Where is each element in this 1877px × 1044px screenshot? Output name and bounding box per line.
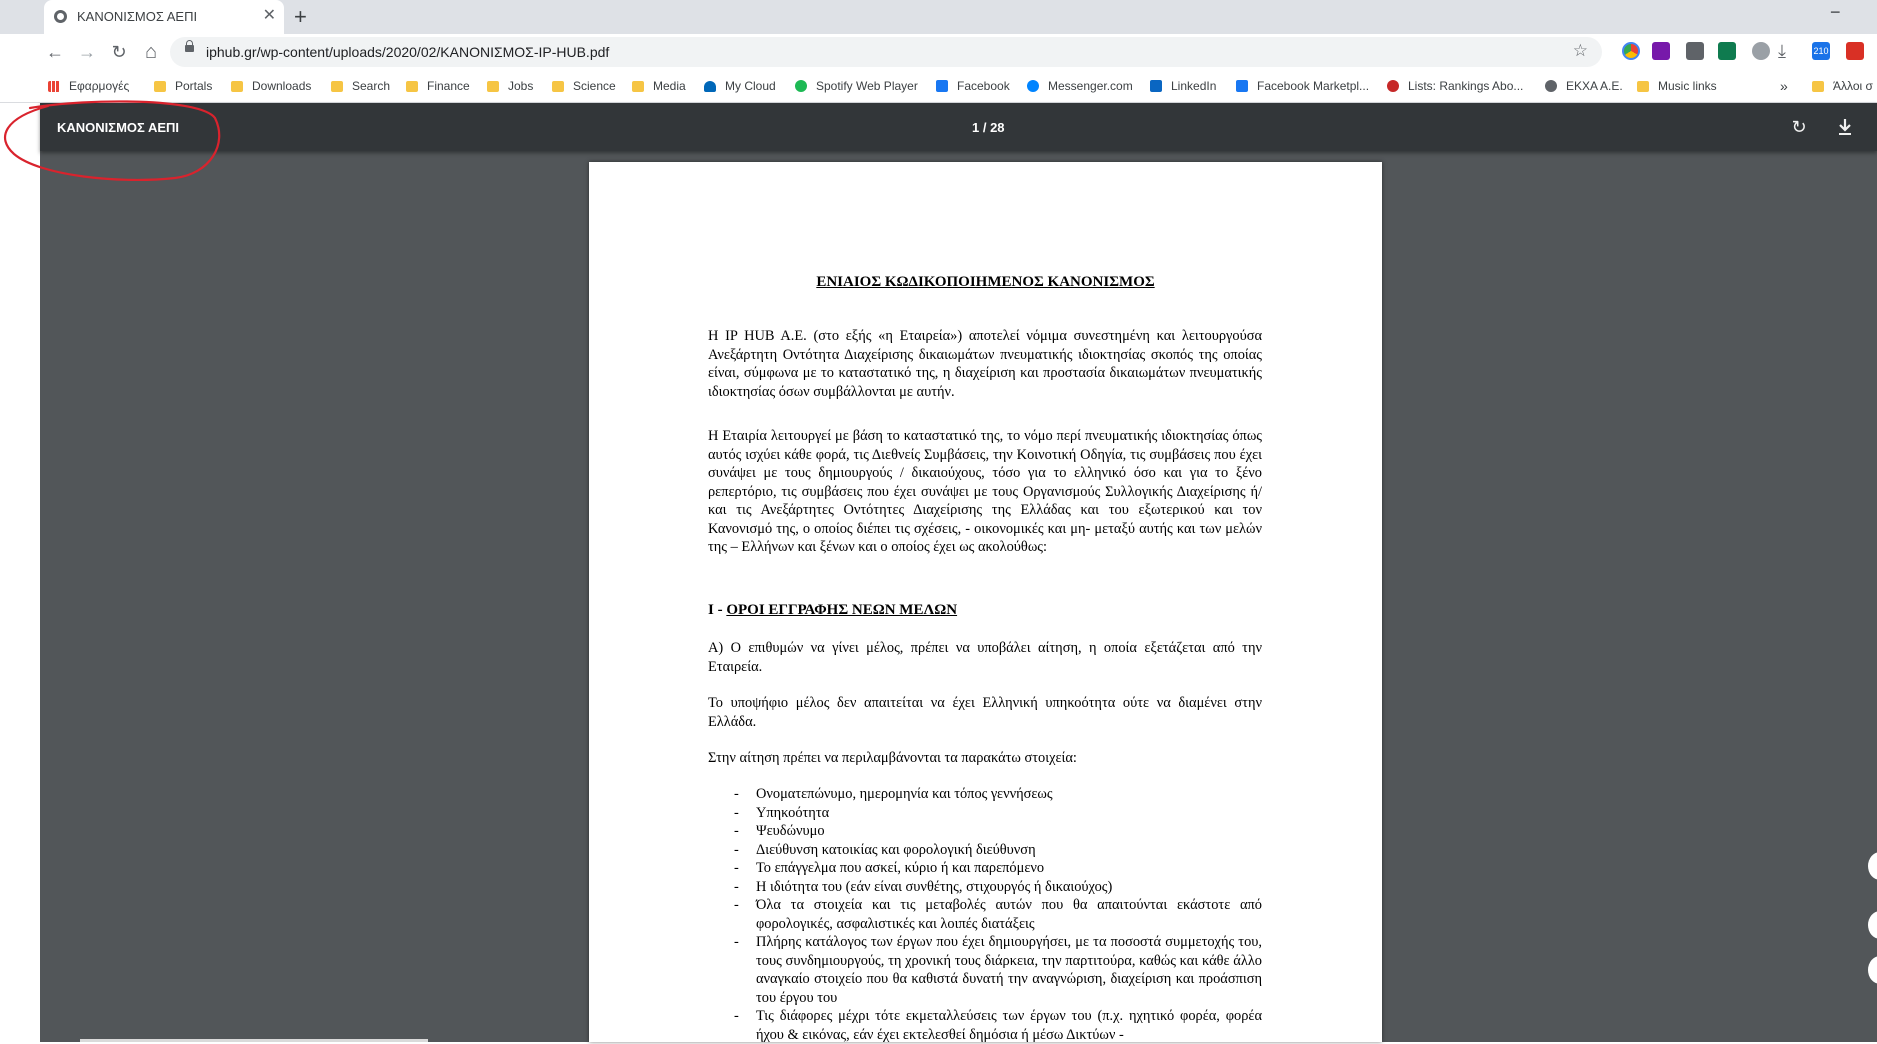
new-tab-button[interactable]: + (294, 4, 307, 29)
folder-icon (331, 81, 343, 92)
lock-icon (185, 45, 194, 52)
bookmark-downloads[interactable] (231, 70, 311, 102)
browser-toolbar (0, 34, 1877, 70)
bookmark-media[interactable] (632, 70, 686, 102)
document-paragraph: Η IP HUB A.E. (στο εξής «η Εταιρεία») αποτελεί νόμιμα συνεστημένη και λειτουργούσα Ανεξάρτητη Οντότητα Διαχείρισης δικαιωμάτων πνευματικής ιδιοκτησίας σκοπός της οποίας είναι, σύμφωνα με το καταστατικό της, η διαχείριση και προστασία δικαιωμάτων πνευματικής ιδιοκτησίας όσων συμβάλλονται με αυτήν. (708, 328, 1262, 400)
list-item: - Ψευδώνυμο (708, 822, 1262, 841)
document-paragraph: Α) Ο επιθυμών να γίνει μέλος, πρέπει να υποβάλει αίτηση, η οποία εξετάζεται από την Εταιρεία. (708, 640, 1262, 675)
calendar-extension-icon[interactable] (1812, 42, 1830, 60)
bookmark-label: Music links (1658, 79, 1717, 93)
spotify-icon (795, 80, 807, 92)
chrome-extension-icon[interactable] (1622, 42, 1640, 60)
bookmark-ekxa[interactable] (1545, 70, 1623, 102)
tab-strip (0, 0, 1877, 34)
section-heading (708, 602, 957, 619)
s-extension-icon[interactable] (1718, 42, 1736, 60)
window-minimize-button[interactable]: − (1830, 2, 1841, 22)
bookmark-label: Messenger.com (1048, 79, 1133, 93)
bookmark-label: Media (653, 79, 686, 93)
bookmark-label: Spotify Web Player (816, 79, 918, 93)
extension-badge: 210 (1813, 46, 1829, 56)
bookmark-spotify[interactable] (795, 70, 918, 102)
folder-icon (231, 81, 243, 92)
reload-button[interactable]: ↻ (111, 42, 127, 62)
bookmark-science[interactable] (552, 70, 616, 102)
left-margin (0, 103, 40, 1042)
downloads-icon[interactable]: ⤓ (1778, 41, 1786, 61)
shield-extension-icon[interactable] (1752, 42, 1770, 60)
bookmark-facebook[interactable] (936, 70, 1010, 102)
list-item: - Διεύθυνση κατοικίας και φορολογική διεύθυνση (708, 841, 1262, 860)
location-extension-icon[interactable] (1686, 42, 1704, 60)
list-item: - Ονοματεπώνυμο, ημερομηνία και τόπος γεννήσεως (708, 785, 1262, 804)
other-bookmarks[interactable] (1812, 70, 1873, 102)
folder-icon (632, 81, 644, 92)
bookmark-my-cloud[interactable] (704, 70, 776, 102)
folder-icon (552, 81, 564, 92)
bookmark-label: Portals (175, 79, 213, 93)
other-bookmarks-label: Άλλοι σ (1833, 79, 1873, 93)
list-item: - Όλα τα στοιχεία και τις μεταβολές αυτών που θα απαιτούνται εκάστοτε από φορολογικές, ασφαλιστικές και λοιπές διατάξεις (708, 896, 1262, 933)
page-indicator: 1 / 28 (972, 120, 1005, 135)
bookmark-jobs[interactable] (487, 70, 533, 102)
bookmark-music-links[interactable] (1637, 70, 1717, 102)
address-bar[interactable] (170, 37, 1602, 67)
bookmark-linkedin[interactable] (1150, 70, 1216, 102)
tab-close-icon[interactable]: ✕ (262, 7, 276, 24)
pdf-page (589, 162, 1382, 1042)
bookmark-label: Jobs (508, 79, 534, 93)
red-extension-icon[interactable] (1846, 42, 1864, 60)
bookmark-label: Downloads (252, 79, 312, 93)
annotation-ellipse (0, 96, 225, 186)
folder-icon (1637, 81, 1649, 92)
folder-icon (487, 81, 499, 92)
download-button[interactable] (1832, 114, 1858, 140)
pdf-document-title: ΚΑΝΟΝΙΣΜΟΣ ΑΕΠΙ (57, 120, 180, 135)
cloud-icon (704, 81, 716, 92)
globe-icon (1545, 80, 1557, 92)
pdf-toolbar (40, 103, 1877, 151)
bookmark-label: Search (352, 79, 391, 93)
imdb-icon (1387, 80, 1399, 92)
document-paragraph: Στην αίτηση πρέπει να περιλαμβάνονται τα παρακάτω στοιχεία: (708, 750, 1077, 766)
bookmark-star-icon[interactable]: ☆ (1572, 41, 1588, 60)
download-icon (1832, 114, 1858, 140)
tab-title: ΚΑΝΟΝΙΣΜΟΣ ΑΕΠΙ (77, 9, 198, 24)
back-button[interactable]: ← (46, 42, 64, 62)
bookmark-label: Science (573, 79, 616, 93)
url-text[interactable]: iphub.gr/wp-content/uploads/2020/02/ΚΑΝΟΝΙΣΜΟΣ-IP-HUB.pdf (206, 44, 610, 60)
bookmark-messenger[interactable] (1027, 70, 1133, 102)
facebook-icon (1236, 80, 1248, 92)
forward-button[interactable]: → (78, 42, 96, 62)
bookmark-facebook-marketplace[interactable] (1236, 70, 1369, 102)
section-number: I - (708, 602, 723, 618)
section-title: ΟΡΟΙ ΕΓΓΡΑΦΗΣ ΝΕΩΝ ΜΕΛΩΝ (726, 602, 958, 618)
list-item: - Τις διάφορες μέχρι τότε εκμεταλλεύσεις των έργων του (π.χ. ηχητικό φορέα, φορέα ήχου & εικόνας, εάν έχει εκτελεσθεί δημόσια ή μέσω Δικτύων - (708, 1007, 1262, 1044)
onenote-extension-icon[interactable] (1652, 42, 1670, 60)
messenger-icon (1027, 80, 1039, 92)
linkedin-icon (1150, 80, 1162, 92)
globe-icon (54, 10, 67, 23)
list-item: - Υπηκοότητα (708, 804, 1262, 823)
list-item: - Η ιδιότητα του (εάν είναι συνθέτης, στιχουργός ή δικαιούχος) (708, 878, 1262, 897)
bookmarks-overflow-button[interactable]: » (1780, 78, 1788, 94)
bookmark-label: LinkedIn (1171, 79, 1217, 93)
list-item: - Το επάγγελμα που ασκεί, κύριο ή και παρεπόμενο (708, 859, 1262, 878)
rotate-button[interactable]: ↻ (1791, 117, 1807, 137)
bookmark-label: ΕΚΧΑ Α.Ε. (1566, 79, 1623, 93)
tab-active[interactable] (44, 0, 284, 34)
document-title: ΕΝΙΑΙΟΣ ΚΩΔΙΚΟΠΟΙΗΜΕΝΟΣ ΚΑΝΟΝΙΣΜΟΣ (816, 274, 1155, 290)
folder-icon (406, 81, 418, 92)
bookmark-label: Facebook Marketpl... (1257, 79, 1370, 93)
bookmarks-bar (0, 70, 1877, 103)
apps-grid-icon (48, 81, 60, 92)
document-paragraph: Το υποψήφιο μέλος δεν απαιτείται να έχει Ελληνική υπηκοότητα ούτε να διαμένει στην Ελλάδα. (708, 695, 1262, 730)
bookmark-imdb-lists[interactable] (1387, 70, 1523, 102)
bookmark-label: Finance (427, 79, 470, 93)
bookmark-label: Lists: Rankings Abo... (1408, 79, 1524, 93)
home-button[interactable]: ⌂ (144, 41, 158, 63)
document-paragraph: Η Εταιρία λειτουργεί με βάση το καταστατικό της, το νόμο περί πνευματικής ιδιοκτησίας όπως αυτός ισχύει κάθε φορά, τις Διεθνείς Συμβάσεις, την Κοινοτική Οδηγία, τις συμβάσεις που έχει συνάψει με τους δημιουργούς / δικαιούχους, τόσο για το ελληνικό όσο και για το ξένο ρεπερτόριο, τις συμβάσεις που έχει συνάψει με τους Οργανισμούς Συλλογικής Διαχείρισης ή/και τις Ανεξάρτητες Οντότητες Διαχείρισης της Ελλάδας και του εξωτερικού και τον Κανονισμό της, ο οποίος διέπει τις σχέσεις, - οικονομικές και μη- μεταξύ αυτής και των μελών της – Ελλήνων και ξένων και ο οποίος έχει ως ακολούθως: (708, 428, 1262, 555)
facebook-icon (936, 80, 948, 92)
list-item: - Πλήρης κατάλογος των έργων που έχει δημιουργήσει, με τα ποσοστά συμμετοχής του, τους συνδημιουργούς, τη χρονική τους διάρκεια, την παρτιτούρα, καθώς και κάθε άλλο αναγκαίο στοιχείο που θα καθιστά δυνατή την αναγνώριση, διαχείριση και προάσπιση του έργου του (708, 933, 1262, 1007)
bookmark-search[interactable] (331, 70, 390, 102)
bookmark-label: Facebook (957, 79, 1010, 93)
bookmark-label: Εφαρμογές (69, 79, 130, 93)
folder-icon (154, 81, 166, 92)
bookmark-finance[interactable] (406, 70, 470, 102)
bookmark-label: My Cloud (725, 79, 776, 93)
requirements-list (708, 785, 1262, 1044)
folder-icon (1812, 81, 1824, 92)
